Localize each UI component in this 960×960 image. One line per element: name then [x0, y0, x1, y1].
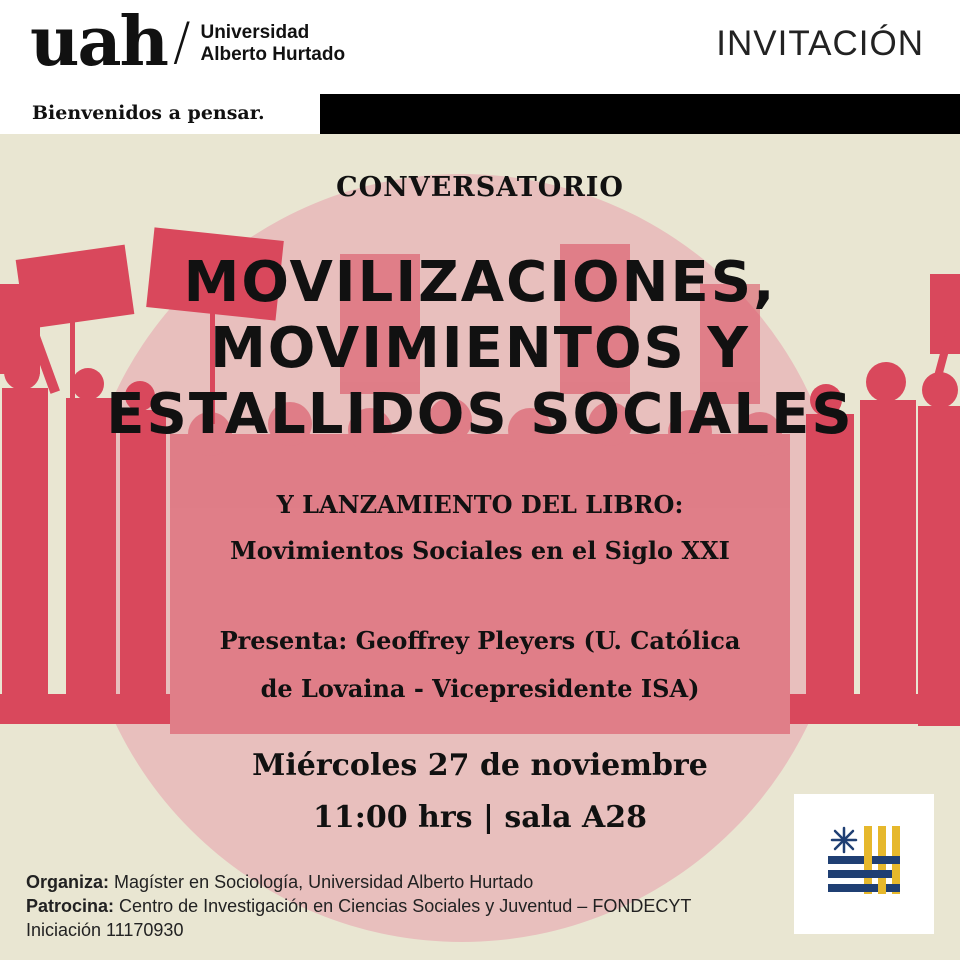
title-line-2: MOVIMIENTOS Y: [210, 316, 750, 381]
header: [0, 0, 960, 94]
logo-line-2: Alberto Hurtado: [200, 44, 346, 65]
logo-line-1: Universidad: [200, 22, 310, 43]
sponsor-emblem-icon: [794, 794, 934, 934]
logo-mark: uah: [30, 2, 167, 82]
organiza-label: Organiza:: [26, 872, 110, 892]
patrocina-label: Patrocina:: [26, 896, 115, 916]
title-line-1: MOVILIZACIONES,: [183, 250, 777, 315]
presenter-line-2: de Lovaina - Vicepresidente ISA): [260, 674, 700, 703]
patrocina-line-2: Iniciación 11170930: [26, 920, 184, 940]
event-type: CONVERSATORIO: [336, 172, 624, 203]
uah-logo[interactable]: [30, 2, 345, 82]
tagline-bar: [0, 94, 960, 134]
event-date: Miércoles 27 de noviembre: [252, 748, 708, 783]
patrocina-line: [26, 894, 786, 918]
event-time-room: 11:00 hrs | sala A28: [313, 800, 647, 835]
credits: [26, 870, 786, 942]
organiza-line: [26, 870, 786, 894]
book-launch-heading: Y LANZAMIENTO DEL LIBRO:: [276, 490, 684, 519]
patrocina-text: Centro de Investigación en Ciencias Sociales y Juventud – FONDECYT: [119, 896, 692, 916]
title-line-3: ESTALLIDOS SOCIALES: [106, 382, 854, 447]
book-title: Movimientos Sociales en el Siglo XXI: [230, 536, 730, 565]
logo-slash: /: [172, 12, 191, 72]
sponsor-logo: [794, 794, 934, 934]
logo-university-name: [200, 22, 345, 66]
organiza-text: Magíster en Sociología, Universidad Alberto Hurtado: [114, 872, 534, 892]
tagline: Bienvenidos a pensar.: [32, 102, 265, 124]
invitation-label: INVITACIÓN: [716, 24, 924, 63]
presenter-line-1: Presenta: Geoffrey Pleyers (U. Católica: [219, 626, 741, 655]
